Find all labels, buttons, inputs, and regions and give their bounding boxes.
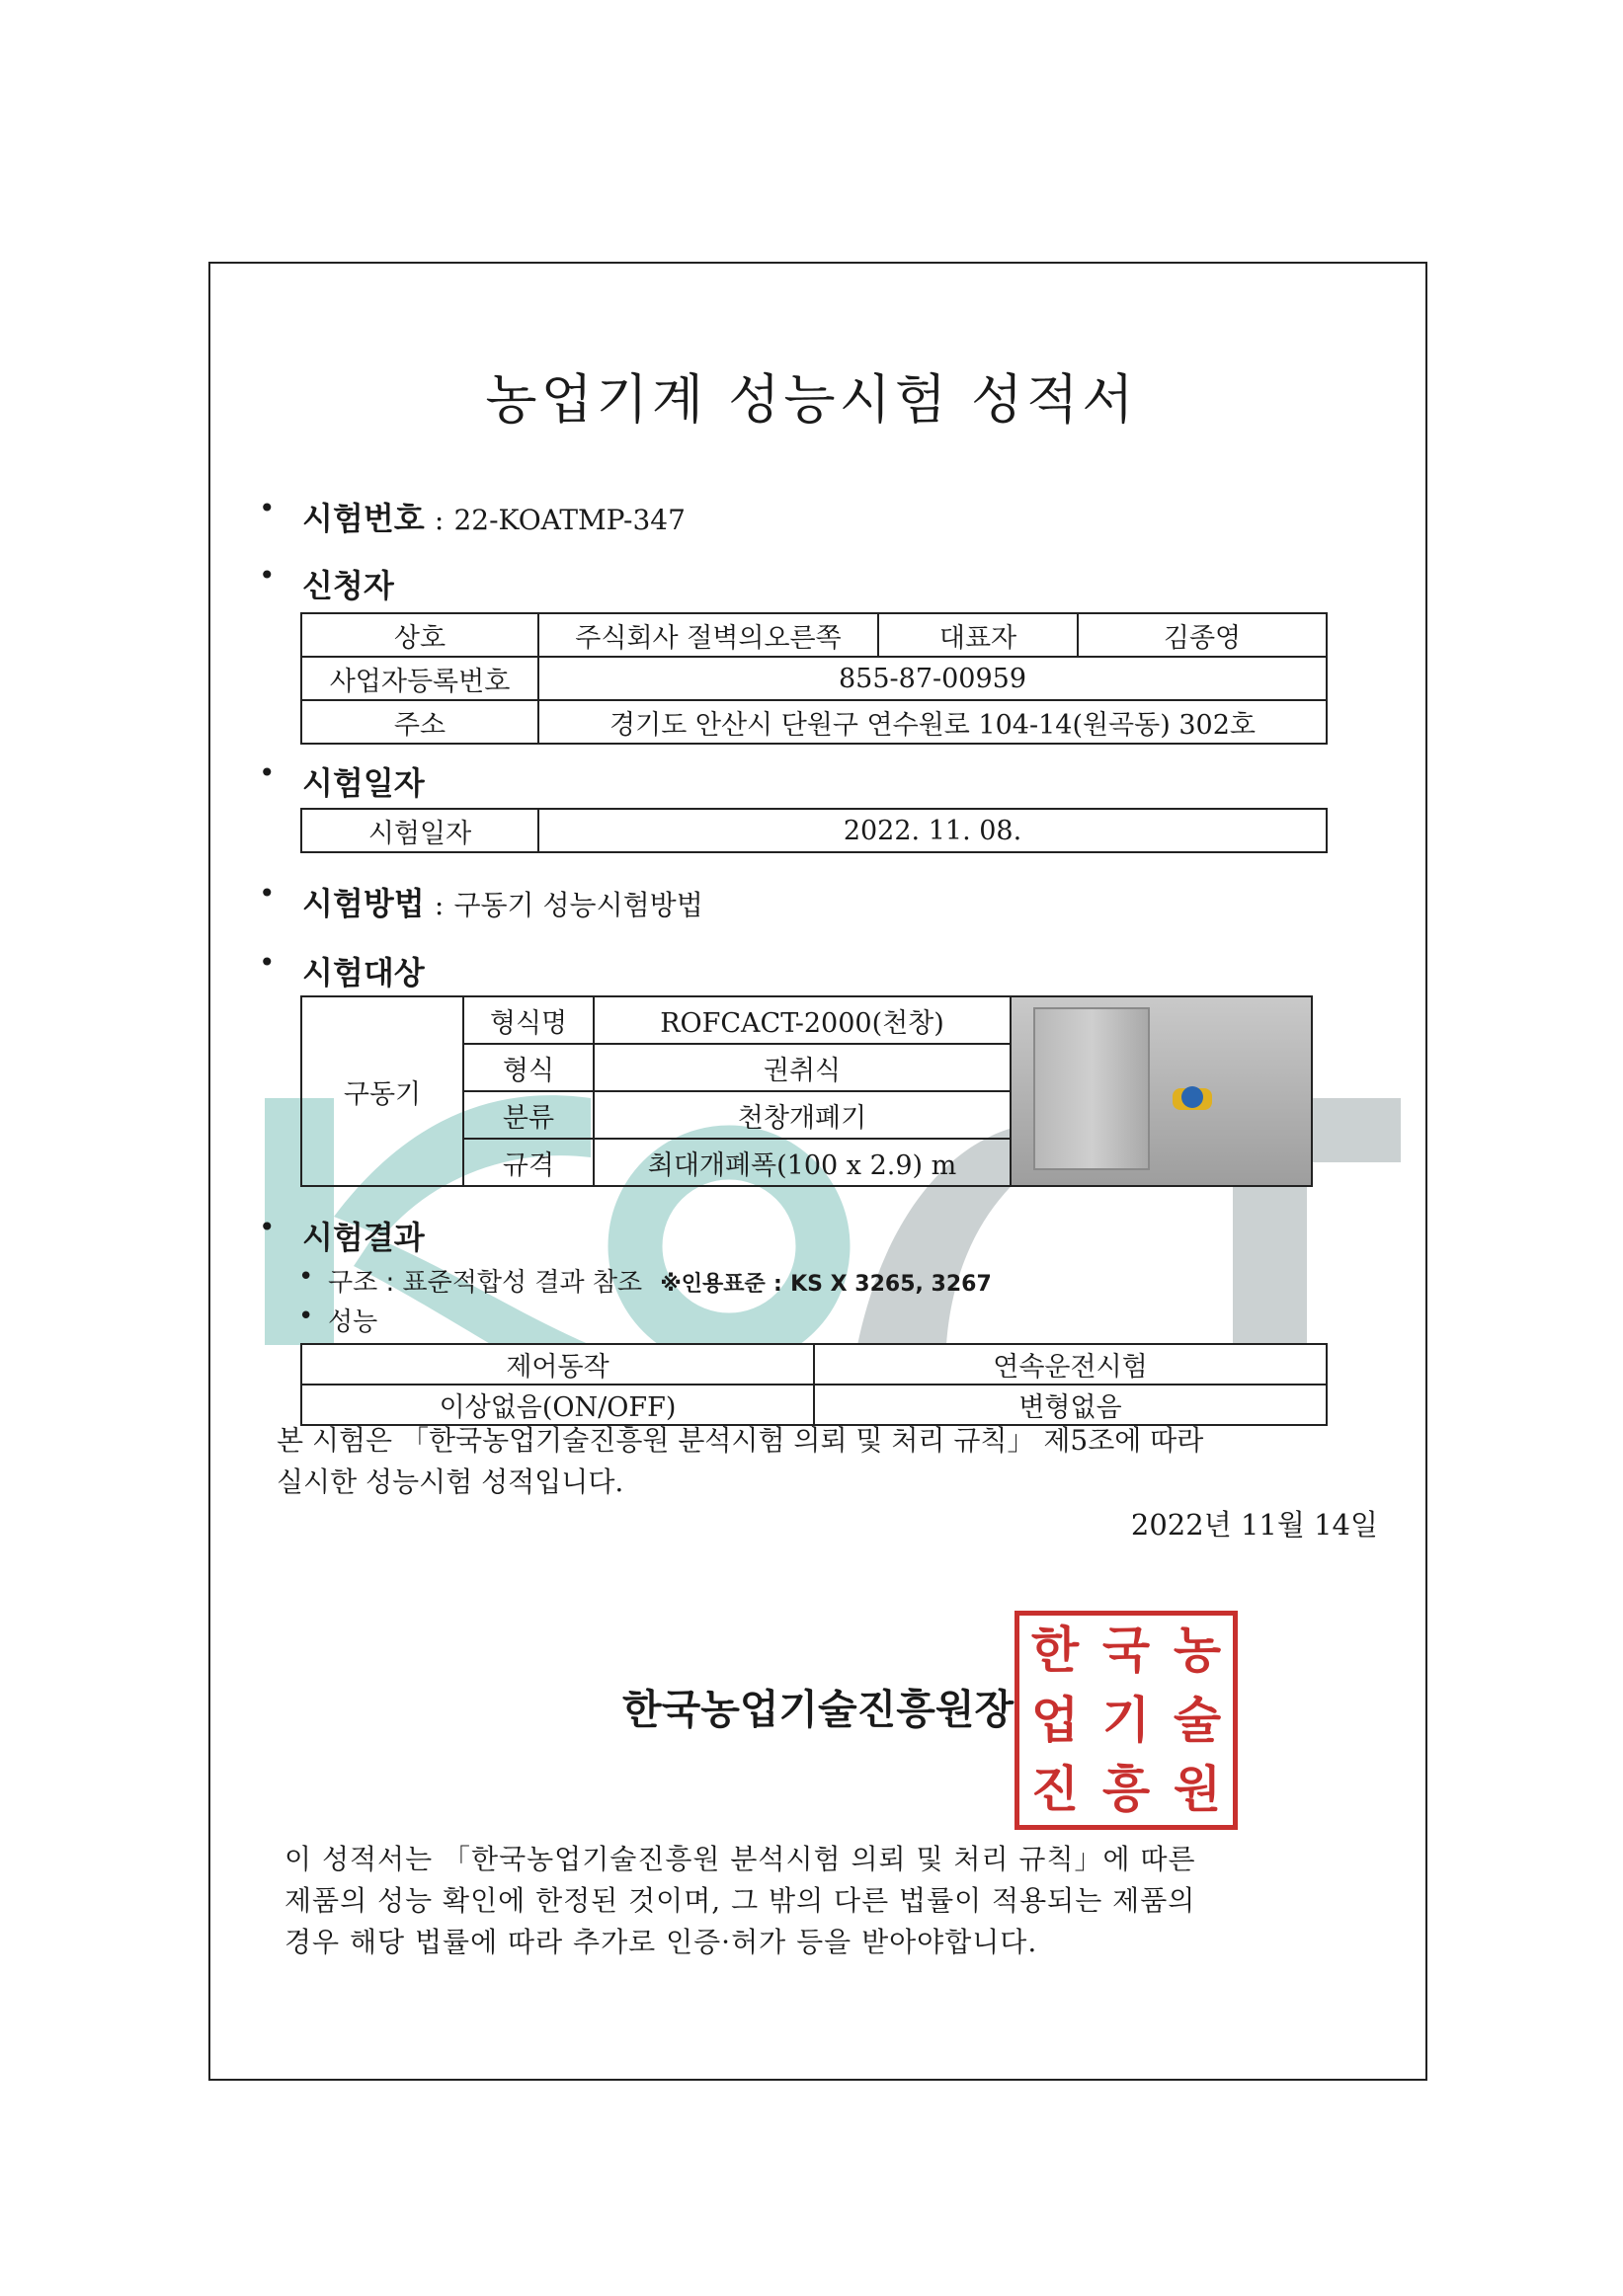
bullet-icon: • bbox=[259, 492, 276, 524]
test-number-separator: : bbox=[434, 504, 445, 536]
test-result-heading-line bbox=[259, 1211, 425, 1258]
test-result-heading: 시험결과 bbox=[302, 1219, 425, 1256]
table-row bbox=[301, 996, 1312, 1044]
applicant-table bbox=[300, 612, 1328, 745]
test-method-value: 구동기 성능시험방법 bbox=[453, 889, 703, 921]
statement-line: 본 시험은 「한국농업기술진흥원 분석시험 의뢰 및 처리 규칙」 제5조에 따라 bbox=[277, 1424, 1204, 1457]
document-title: 농업기계 성능시험 성적서 bbox=[485, 368, 1138, 431]
perf-value-control: 이상없음(ON/OFF) bbox=[301, 1385, 814, 1425]
applicant-heading-line bbox=[259, 559, 394, 606]
structure-line bbox=[298, 1262, 992, 1299]
footer-line: 이 성적서는 「한국농업기술진흥원 분석시험 의뢰 및 처리 규칙」에 따른 bbox=[284, 1843, 1196, 1875]
target-row-value: ROFCACT-2000(천창) bbox=[594, 996, 1011, 1044]
performance-table bbox=[300, 1343, 1328, 1426]
seal-char: 국 bbox=[1101, 1621, 1151, 1679]
test-method-separator: : bbox=[434, 889, 445, 921]
test-date-table bbox=[300, 808, 1328, 853]
sub-bullet-icon: • bbox=[298, 1262, 314, 1292]
seal-char: 한 bbox=[1030, 1621, 1080, 1679]
test-target-heading-line bbox=[259, 946, 425, 993]
bullet-icon: • bbox=[259, 1211, 276, 1243]
perf-value-continuous: 변형없음 bbox=[814, 1385, 1327, 1425]
cabinet-shape bbox=[1033, 1007, 1150, 1170]
standard-separator: : bbox=[773, 1272, 782, 1297]
business-number-value: 855-87-00959 bbox=[538, 657, 1327, 700]
applicant-heading: 신청자 bbox=[302, 567, 394, 604]
seal-char: 농 bbox=[1173, 1621, 1222, 1679]
seal-char: 원 bbox=[1173, 1760, 1222, 1819]
test-method-line bbox=[259, 877, 703, 924]
seal-char: 술 bbox=[1173, 1690, 1222, 1749]
bullet-icon: • bbox=[259, 877, 276, 910]
target-row-value: 천창개폐기 bbox=[594, 1091, 1011, 1139]
product-photo bbox=[1012, 997, 1311, 1185]
footer-line: 제품의 성능 확인에 한정된 것이며, 그 밖의 다른 법률이 적용되는 제품의 bbox=[284, 1884, 1196, 1917]
seal-char: 기 bbox=[1101, 1690, 1151, 1749]
test-date-heading-line bbox=[259, 756, 425, 804]
standard-value: KS X 3265, 3267 bbox=[790, 1272, 992, 1297]
address-value: 경기도 안산시 단원구 연수원로 104-14(원곡동) 302호 bbox=[538, 700, 1327, 744]
business-number-label: 사업자등록번호 bbox=[301, 657, 538, 700]
bullet-icon: • bbox=[259, 756, 276, 789]
footer-line: 경우 해당 법률에 따라 추가로 인증·허가 등을 받아야합니다. bbox=[284, 1926, 1038, 1958]
target-category: 구동기 bbox=[301, 996, 463, 1186]
table-row bbox=[301, 613, 1327, 657]
target-row-value: 최대개폐폭(100 x 2.9) m bbox=[594, 1139, 1011, 1186]
seal-char: 흥 bbox=[1101, 1760, 1151, 1819]
test-number-line bbox=[259, 492, 686, 539]
standard-label: ※인용표준 bbox=[660, 1272, 766, 1297]
product-photo-cell bbox=[1011, 996, 1312, 1186]
target-row-label: 형식 bbox=[463, 1044, 594, 1091]
watermark-t-stem bbox=[1233, 1162, 1307, 1345]
bullet-icon: • bbox=[259, 559, 276, 592]
statement-line: 실시한 성능시험 성적입니다. bbox=[277, 1465, 624, 1498]
table-row bbox=[301, 657, 1327, 700]
target-row-label: 규격 bbox=[463, 1139, 594, 1186]
test-target-heading: 시험대상 bbox=[302, 954, 425, 991]
test-number-label: 시험번호 bbox=[302, 500, 425, 537]
statement-paragraph bbox=[277, 1420, 1203, 1503]
performance-label: 성능 bbox=[328, 1307, 378, 1337]
structure-separator: : bbox=[385, 1268, 395, 1298]
issue-date: 2022년 11월 14일 bbox=[1130, 1508, 1378, 1542]
test-date-value: 2022. 11. 08. bbox=[538, 809, 1327, 852]
representative-value: 김종영 bbox=[1078, 613, 1327, 657]
representative-label: 대표자 bbox=[878, 613, 1078, 657]
company-value: 주식회사 절벽의오른쪽 bbox=[538, 613, 878, 657]
table-row bbox=[301, 809, 1327, 852]
target-row-label: 분류 bbox=[463, 1091, 594, 1139]
table-row bbox=[301, 1385, 1327, 1425]
table-row bbox=[301, 700, 1327, 744]
issuer-name: 한국농업기술진흥원장 bbox=[622, 1686, 1014, 1733]
target-row-label: 형식명 bbox=[463, 996, 594, 1044]
seal-char: 업 bbox=[1030, 1690, 1080, 1749]
address-label: 주소 bbox=[301, 700, 538, 744]
footer-notice bbox=[284, 1839, 1196, 1963]
structure-value: 표준적합성 결과 참조 bbox=[402, 1268, 643, 1298]
perf-header-control: 제어동작 bbox=[301, 1344, 814, 1385]
test-method-label: 시험방법 bbox=[302, 885, 425, 922]
structure-label: 구조 bbox=[328, 1268, 378, 1298]
company-label: 상호 bbox=[301, 613, 538, 657]
table-row bbox=[301, 1344, 1327, 1385]
performance-line bbox=[298, 1302, 378, 1338]
seal-char: 진 bbox=[1030, 1760, 1080, 1819]
test-date-heading: 시험일자 bbox=[302, 764, 425, 802]
test-date-label: 시험일자 bbox=[301, 809, 538, 852]
sub-bullet-icon: • bbox=[298, 1302, 314, 1331]
test-number-value: 22-KOATMP-347 bbox=[453, 504, 686, 536]
test-target-table bbox=[300, 995, 1313, 1187]
valve-cap-shape bbox=[1181, 1086, 1203, 1108]
perf-header-continuous: 연속운전시험 bbox=[814, 1344, 1327, 1385]
official-seal bbox=[1014, 1611, 1238, 1830]
bullet-icon: • bbox=[259, 946, 276, 979]
target-row-value: 권취식 bbox=[594, 1044, 1011, 1091]
